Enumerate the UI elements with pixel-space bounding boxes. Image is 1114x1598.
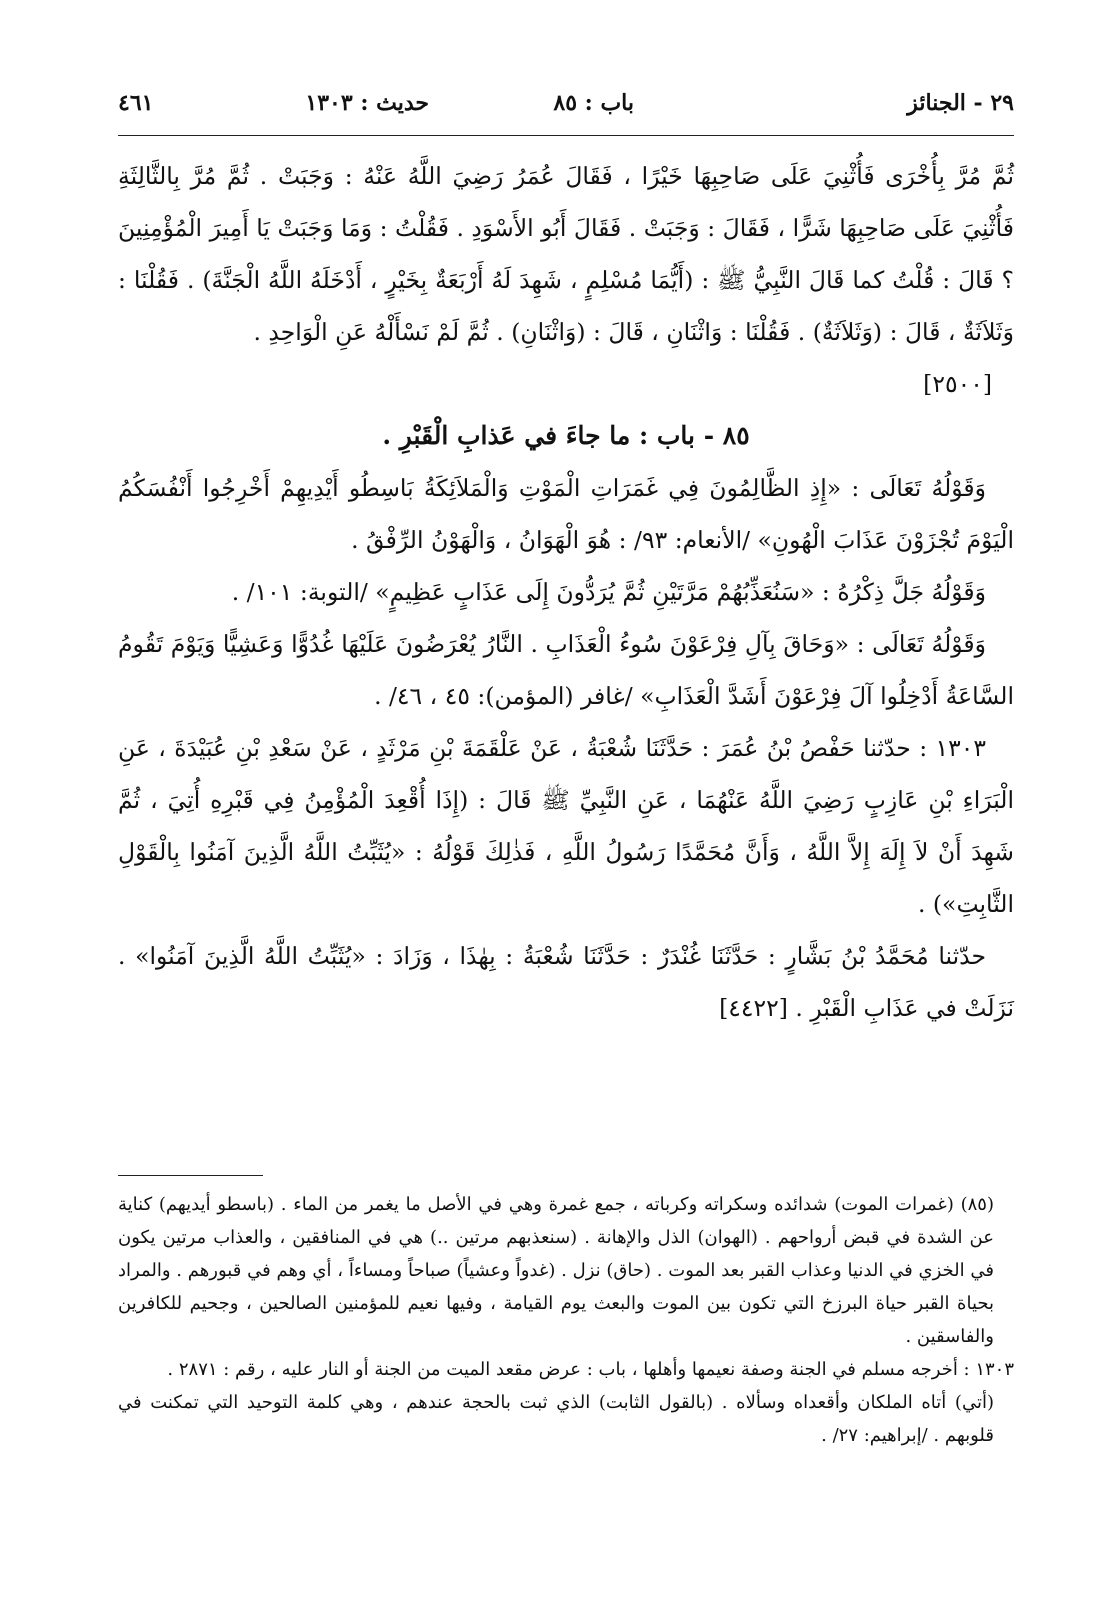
paragraph-verse-anam: وَقَوْلُهُ تَعَالَى : «إِذِ الظَّالِمُونَ فِي غَمَرَاتِ الْمَوْتِ وَالْمَلاَئِكَةُ بَاسِطُو أَيْدِيهِمْ أَخْرِجُوا أَنْفُسَكُمُ الْيَوْمَ تُجْزَوْنَ عَذَابَ الْهُونِ» /الأنعام: ٩٣/ : هُوَ الْهَوَانُ ، وَالْهَوْنُ الرِّفْقُ . [118,474,1014,554]
paragraph-hadith-1303-alt-chain: حدّثنا مُحَمَّدُ بْنُ بَشَّارٍ : حَدَّثَنَا غُنْدَرٌ : حَدَّثَنَا شُعْبَةُ : بِهٰذَا ، وَزَادَ : «يُثَبِّتُ اللَّهُ الَّذِينَ آمَنُوا» . نَزَلَتْ في عَذَابِ الْقَبْرِ . [٤٤٢٢] [118,942,1014,1022]
paragraph-hadith-continuation: ثُمَّ مُرَّ بِأُخْرَى فَأُثْنِيَ عَلَى صَاحِبِهَا خَيْرًا ، فَقَالَ عُمَرُ رَضِيَ اللَّهُ عَنْهُ : وَجَبَتْ . ثُمَّ مُرَّ بِالثَّالِثَةِ فَأُثْنِيَ عَلَى صَاحِبِهَا شَرًّا ، فَقَالَ : وَجَبَتْ . فَقَالَ أَبُو الأَسْوَدِ . فَقُلْتُ : وَمَا وَجَبَتْ يَا أَمِيرَ الْمُؤْمِنِينَ ؟ قَالَ : قُلْتُ كما قَالَ النَّبِيُّ ﷺ : (أَيُّمَا مُسْلِمٍ ، شَهِدَ لَهُ أَرْبَعَةٌ بِخَيْرٍ ، أَدْخَلَهُ اللَّهُ الْجَنَّةَ) . فَقُلْنَا : وَثَلاَثَةٌ ، قَالَ : (وَثَلاَثَةٌ) . فَقُلْنَا : وَاثْنَانِ ، قَالَ : (وَاثْنَانِ) . ثُمَّ لَمْ نَسْأَلْهُ عَنِ الْوَاحِدِ . [118,162,1014,346]
section-heading: ٨٥ - باب : ما جاءَ في عَذابِ الْقَبْرِ . [382,421,750,450]
running-header [118,84,1014,124]
footnote-1303: ١٣٠٣ : أخرجه مسلم في الجنة وصفة نعيمها وأهلها ، باب : عرض مقعد الميت من الجنة أو النار عليه ، رقم : ٢٨٧١ . [167,1359,1014,1380]
footnote-1303-notes: (أتي) أتاه الملكان وأقعداه وسألاه . (بالقول الثابت) الذي ثبت بالحجة عندهم ، وهي كلمة التوحيد التي تمكنت في قلوبهم . /إبراهيم: ٢٧/ . [118,1392,994,1446]
hadith-label: حديث : ١٣٠٣ [305,90,429,116]
footnote-divider [118,1175,263,1176]
bab-label: باب : ٨٥ [553,90,634,116]
paragraph-verse-tawba: وَقَوْلُهُ جَلَّ ذِكْرُهُ : «سَنُعَذِّبُهُمْ مَرَّتَيْنِ ثُمَّ يُرَدُّونَ إِلَى عَذَابٍ عَظِيمٍ» /التوبة: ١٠١/ . [231,578,986,606]
chapter-title: ٢٩ - الجنائز [907,90,1014,116]
footnotes [118,1188,1014,1452]
footnote-85: (٨٥) (غمرات الموت) شدائده وسكراته وكرباته ، جمع غمرة وهي في الأصل ما يغمر من الماء . (باسطو أيديهم) كناية عن الشدة في قبض أرواحهم . (الهوان) الذل والإهانة . (سنعذبهم مرتين ..) هي في المنافقين ، والعذاب مرتين يكون في الخزي في الدنيا وعذاب القبر بعد الموت . (حاق) نزل . (غدواً وعشياً) صباحاً ومساءاً ، أي وهم في قبورهم . والمراد بحياة القبر حياة البرزخ التي تكون بين الموت والبعث يوم القيامة ، وفيها نعيم للمؤمنين الصالحين ، وجحيم للكافرين والفاسقين . [118,1194,994,1347]
page-number: ٤٦١ [118,90,154,116]
paragraph-hadith-1303: ١٣٠٣ : حدّثنا حَفْصُ بْنُ عُمَرَ : حَدَّثَنَا شُعْبَةُ ، عَنْ عَلْقَمَةَ بْنِ مَرْثَدٍ ، عَنْ سَعْدِ بْنِ عُبَيْدَةَ ، عَنِ الْبَرَاءِ بْنِ عَازِبٍ رَضِيَ اللَّهُ عَنْهُمَا ، عَنِ النَّبِيِّ ﷺ قَالَ : (إِذَا أُقْعِدَ الْمُؤْمِنُ فِي قَبْرِهِ أُتِيَ ، ثُمَّ شَهِدَ أَنْ لاَ إِلَهَ إِلاَّ اللَّهُ ، وَأَنَّ مُحَمَّدًا رَسُولُ اللَّهِ ، فَذٰلِكَ قَوْلُهُ : «يُثَبِّتُ اللَّهُ الَّذِينَ آمَنُوا بِالْقَوْلِ الثَّابِتِ») . [118,734,1014,918]
cross-reference: [٢٥٠٠] [923,370,992,398]
main-text [118,150,1014,1034]
header-divider [118,135,1014,136]
paragraph-verse-ghafir: وَقَوْلُهُ تَعَالَى : «وَحَاقَ بِآلِ فِرْعَوْنَ سُوءُ الْعَذَابِ . النَّارُ يُعْرَضُونَ عَلَيْهَا غُدُوًّا وَعَشِيًّا وَيَوْمَ تَقُومُ السَّاعَةُ أَدْخِلُوا آلَ فِرْعَوْنَ أَشَدَّ الْعَذَابِ» /غافر (المؤمن): ٤٥ ، ٤٦/ . [118,630,1014,710]
